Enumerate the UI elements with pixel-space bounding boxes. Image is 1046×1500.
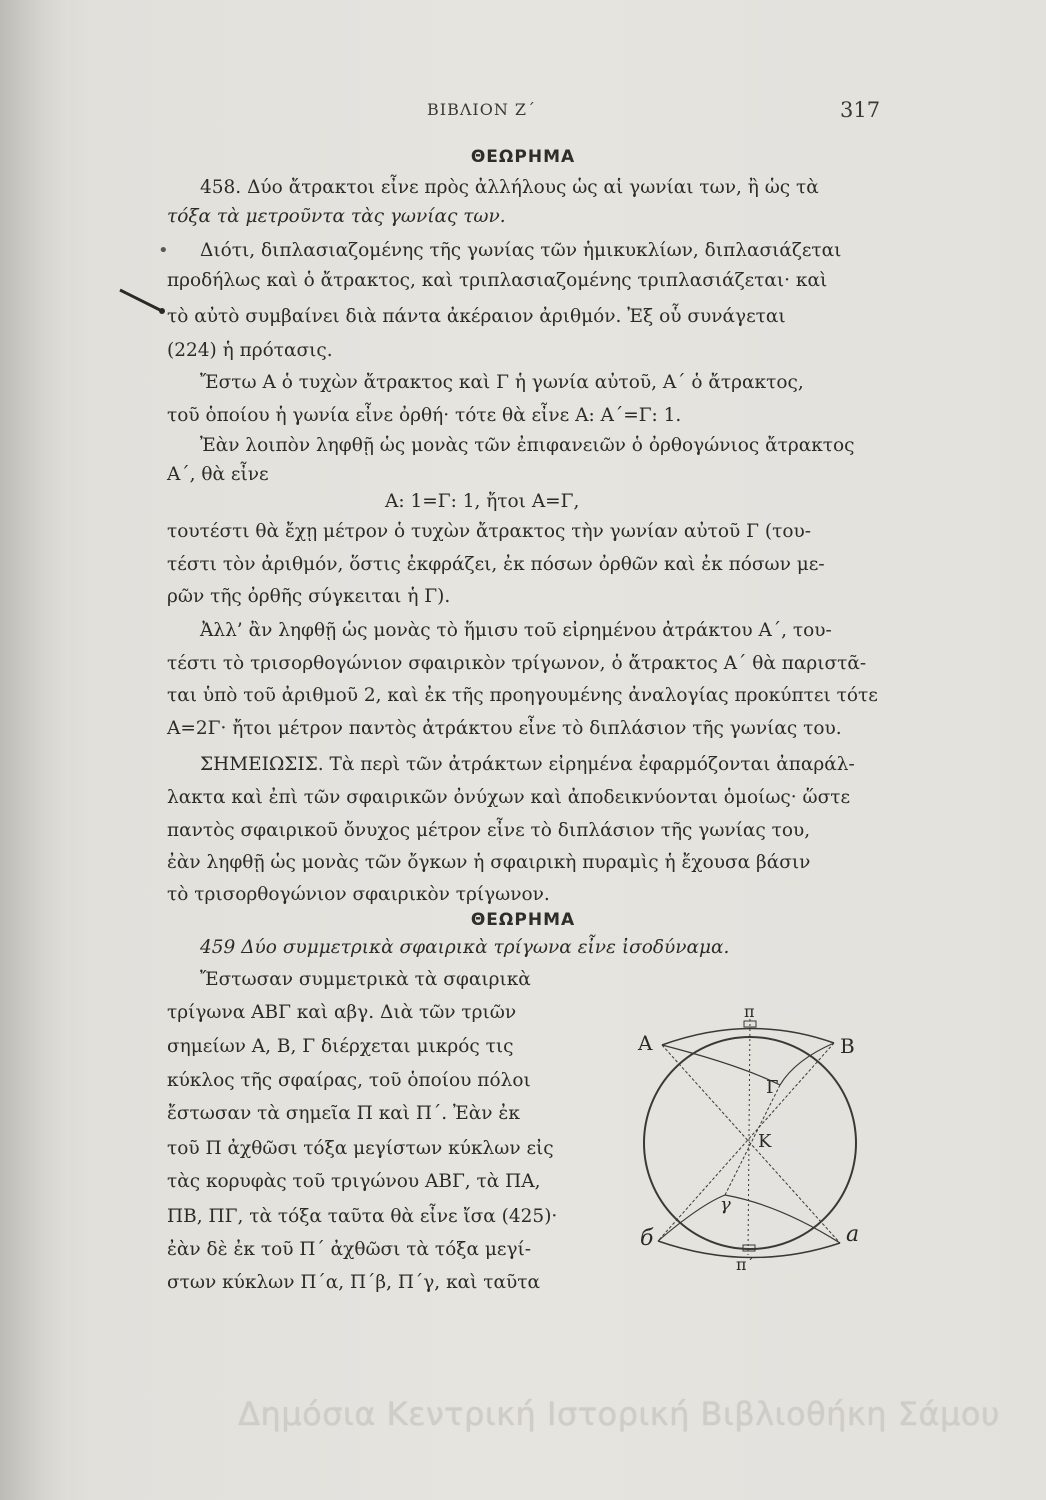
label-P2: π΄ — [736, 1255, 755, 1274]
theorem-statement: 459 Δύο συμμετρικὰ σφαιρικὰ τρίγωνα εἶνε ἰσοδύναμα. — [200, 937, 730, 958]
text-line: τοῦ Π ἀχθῶσι τόξα μεγίστων κύκλων εἰς — [167, 1138, 554, 1159]
text-line: Ἔστωσαν συμμετρικὰ τὰ σφαιρικὰ — [200, 969, 531, 990]
label-A: A — [638, 1031, 653, 1055]
label-P: π — [744, 1005, 755, 1021]
text-line: προδήλως καὶ ὁ ἄτρακτος, καὶ τριπλασιαζομένης τριπλασιάζεται· καὶ — [167, 270, 828, 291]
text-line: τὸ αὐτὸ συμβαίνει διὰ πάντα ἀκέραιον ἀριθμόν. Ἐξ οὗ συνάγεται — [167, 306, 786, 327]
text-line: ΠΒ, ΠΓ, τὰ τόξα ταῦτα θὰ εἶνε ἴσα (425)· — [167, 1206, 558, 1227]
text-line: τουτέστι θὰ ἔχῃ μέτρον ὁ τυχὼν ἄτρακτος τὴν γωνίαν αὐτοῦ Γ (του- — [167, 521, 811, 542]
text-line: τέστι τὸν ἀριθμόν, ὅστις ἐκφράζει, ἐκ πόσων ὀρθῶν καὶ ἐκ πόσων με- — [167, 554, 825, 575]
text-line: τόξα τὰ μετροῦντα τὰς γωνίας των. — [167, 206, 506, 227]
text-line: παντὸς σφαιρικοῦ ὄνυχος μέτρον εἶνε τὸ διπλάσιον τῆς γωνίας του, — [167, 820, 811, 841]
page-header — [0, 100, 1046, 130]
text-line: τοῦ ὁποίου ἡ γωνία εἶνε ὀρθή· τότε θὰ εἶνε Α: Α΄=Γ: 1. — [167, 405, 682, 426]
text-line: (224) ἡ πρότασις. — [167, 340, 333, 361]
line-b-b — [658, 1043, 834, 1241]
note-line: ΣΗΜΕΙΩΣΙΣ. Τὰ περὶ τῶν ἀτράκτων εἰρημένα ἐφαρμόζονται ἀπαράλ- — [200, 754, 855, 775]
text-line: ἔστωσαν τὰ σημεῖα Π καὶ Π΄. Ἐὰν ἐκ — [167, 1103, 520, 1124]
figure-svg — [630, 1005, 870, 1275]
axis-p-p — [748, 1019, 750, 1255]
text-line: ρῶν τῆς ὀρθῆς σύγκειται ἡ Γ). — [167, 586, 451, 607]
text-line: Διότι, διπλασιαζομένης τῆς γωνίας τῶν ἡμικυκλίων, διπλασιάζεται — [200, 240, 842, 261]
spherical-triangle-figure — [630, 1005, 870, 1275]
page-number: 317 — [840, 98, 881, 122]
text-line: τρίγωνα ΑΒΓ καὶ αβγ. Διὰ τῶν τριῶν — [167, 1002, 517, 1023]
arc-b-g — [780, 1043, 834, 1085]
line-g-g — [725, 1085, 780, 1195]
theorem-heading-1: ΘΕΩΡΗΜΑ — [470, 147, 576, 167]
running-title: ΒΙΒΛΙΟΝ Ζ΄ — [427, 100, 537, 119]
text-line: στων κύκλων Π΄α, Π΄β, Π΄γ, καὶ ταῦτα — [167, 1272, 540, 1293]
text-line: Α=2Γ· ἤτοι μέτρον παντὸς ἀτράκτου εἶνε τὸ διπλάσιον τῆς γωνίας του. — [167, 718, 842, 739]
label-gamma: γ — [720, 1194, 731, 1215]
text-line: ἐὰν ληφθῇ ὡς μονὰς τῶν ὄγκων ἡ σφαιρικὴ πυραμὶς ἡ ἔχουσα βάσιν — [167, 852, 811, 873]
theorem-heading-2: ΘΕΩΡΗΜΑ — [470, 910, 576, 930]
text-line: κύκλος τῆς σφαίρας, τοῦ ὁποίου πόλοι — [167, 1070, 531, 1091]
text-line: ἐὰν δὲ ἐκ τοῦ Π΄ ἀχθῶσι τὰ τόξα μεγί- — [167, 1239, 532, 1260]
equation-line: Α: 1=Γ: 1, ἤτοι Α=Γ, — [385, 491, 580, 512]
text-line: Ἔστω Α ὁ τυχὼν ἄτρακτος καὶ Γ ἡ γωνία αὐτοῦ, Α΄ ὁ ἄτρακτος, — [200, 372, 804, 393]
pole-p-mark — [744, 1021, 756, 1027]
text-line: Α΄, θὰ εἶνε — [167, 464, 269, 485]
label-alpha: a — [846, 1222, 860, 1247]
text-line: 458. Δύο ἄτρακτοι εἶνε πρὸς ἀλλήλους ὡς αἱ γωνίαι των, ἢ ὡς τὰ — [200, 177, 819, 198]
text-line: τὸ τρισορθογώνιον σφαιρικὸν τρίγωνον. — [167, 884, 550, 905]
label-beta: б — [640, 1226, 654, 1251]
arc-b-gamma — [658, 1195, 725, 1241]
label-K: K — [758, 1131, 772, 1152]
text-line: τέστι τὸ τρισορθογώνιον σφαιρικὸν τρίγωνον, ὁ ἄτρακτος Α΄ θὰ παριστᾶ- — [167, 653, 867, 674]
text-line: σημείων Α, Β, Γ διέρχεται μικρός τις — [167, 1036, 514, 1057]
library-watermark: Δημόσια Κεντρική Ιστορική Βιβλιοθήκη Σάμου — [238, 1395, 1000, 1433]
label-G: Γ — [766, 1077, 779, 1098]
label-B: B — [840, 1034, 855, 1058]
text-line: Ἀλλ’ ἂν ληφθῇ ὡς μονὰς τὸ ἥμισυ τοῦ εἰρημένου ἀτράκτου Α΄, του- — [200, 620, 832, 641]
text-line: ται ὑπὸ τοῦ ἀριθμοῦ 2, καὶ ἐκ τῆς προηγουμένης ἀναλογίας προκύπτει τότε — [167, 685, 878, 706]
text-line: τὰς κορυφὰς τοῦ τριγώνου ΑΒΓ, τὰ ΠΑ, — [167, 1171, 541, 1192]
text-line: λακτα καὶ ἐπὶ τῶν σφαιρικῶν ὀνύχων καὶ ἀποδεικνύονται ὁμοίως· ὥστε — [167, 787, 851, 808]
margin-mark: • — [158, 240, 169, 261]
text-line: Ἐὰν λοιπὸν ληφθῇ ὡς μονὰς τῶν ἐπιφανειῶν ὁ ὀρθογώνιος ἄτρακτος — [200, 435, 855, 456]
binding-gutter — [0, 0, 70, 1500]
margin-stroke — [118, 288, 168, 318]
